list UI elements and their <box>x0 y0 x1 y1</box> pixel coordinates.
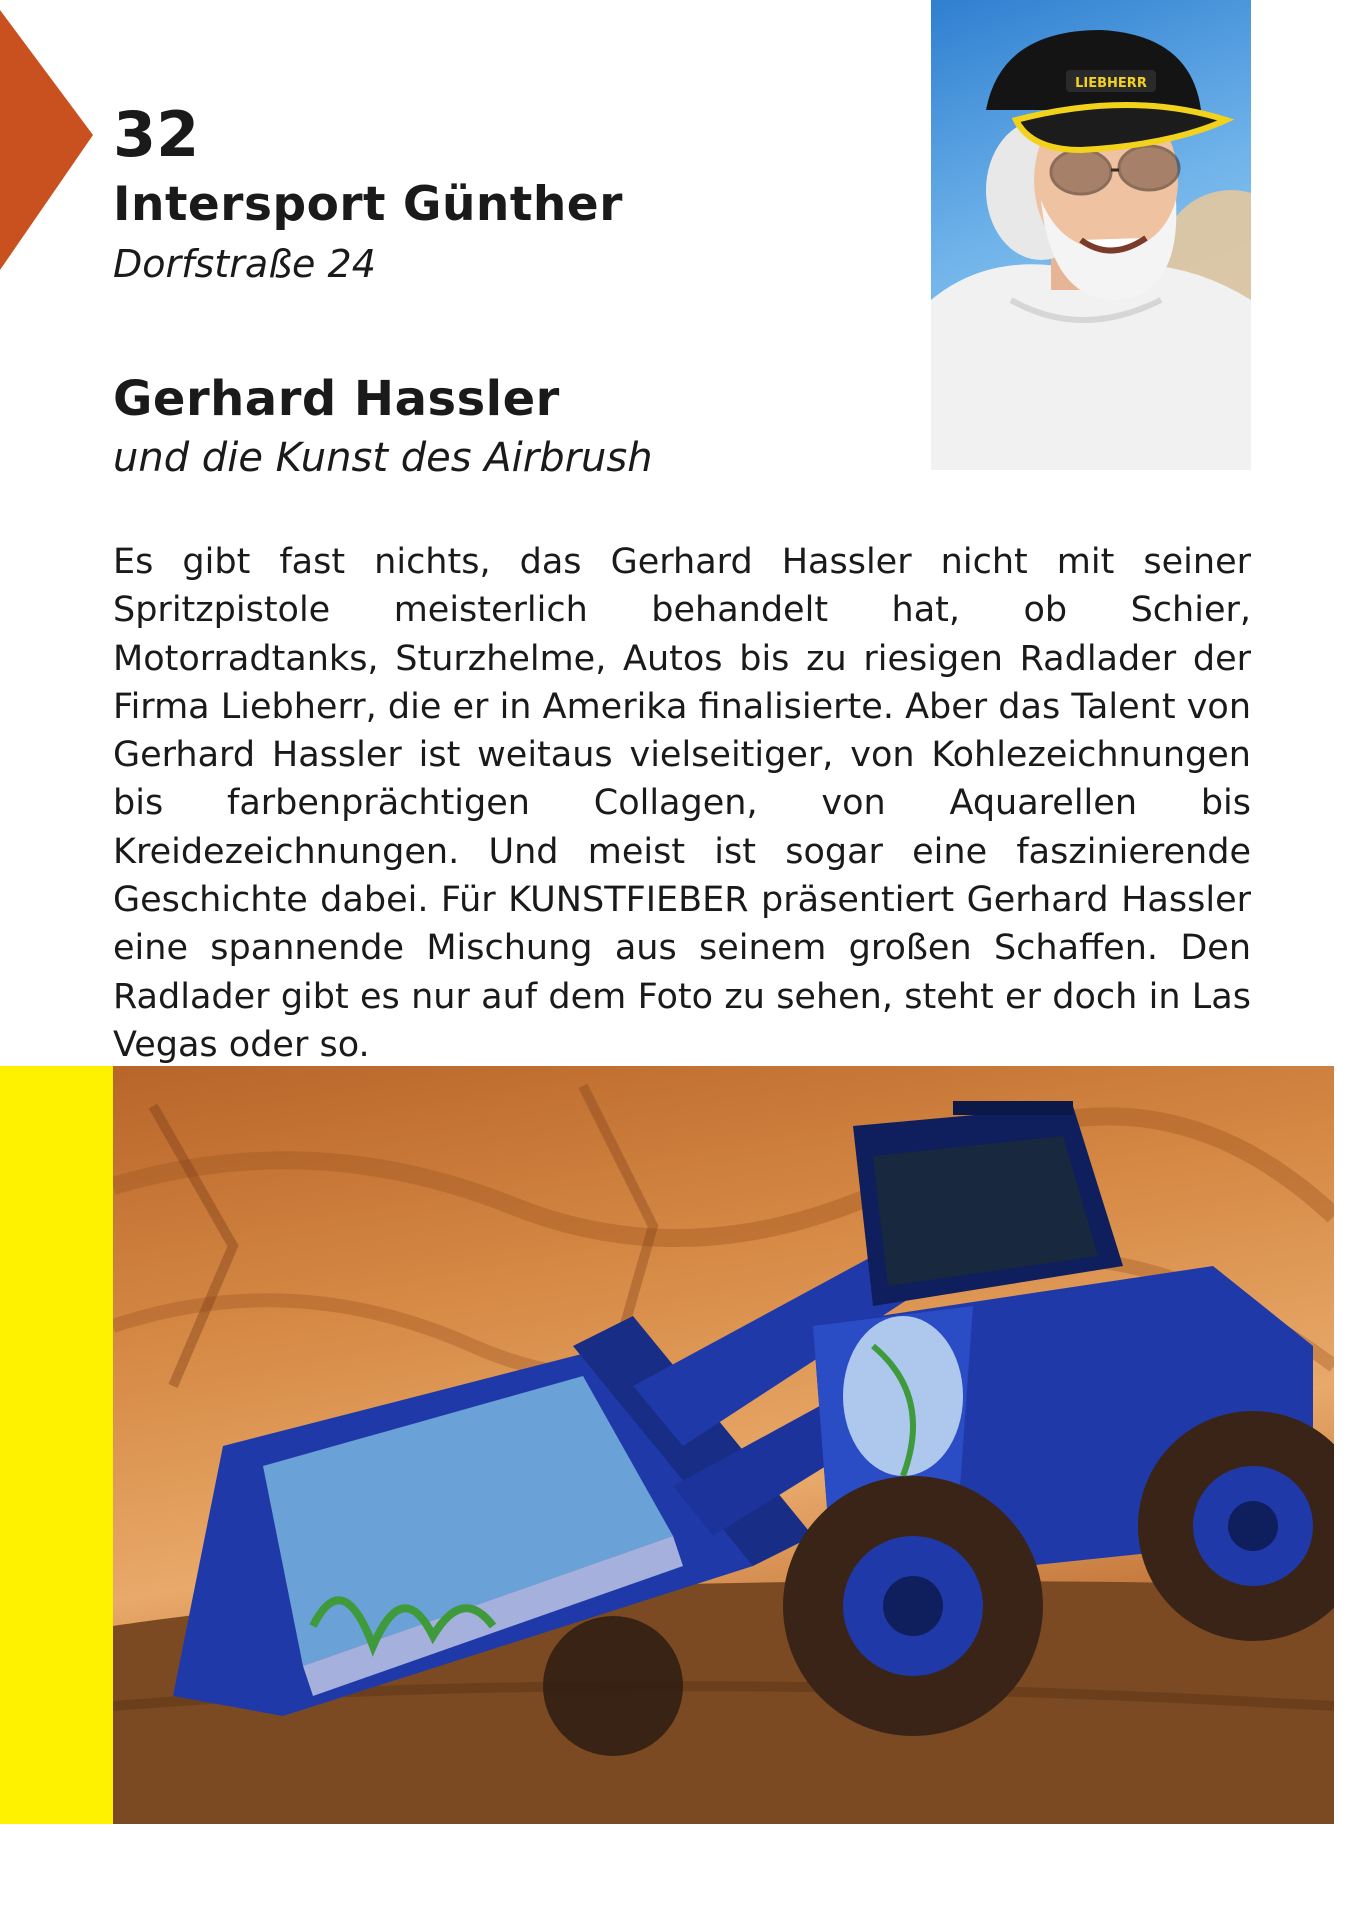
venue-address: Dorfstraße 24 <box>113 242 376 286</box>
article-body: Es gibt fast nichts, das Gerhard Hassler nicht mit seiner Spritzpistole meisterlich behandelt hat, ob Schier, Motorradtanks, Sturzhelme, Autos bis zu riesigen Radlader der Firma Liebherr, die er in Amerika finalisierte. Aber das Talent von Gerhard Hassler ist weitaus vielseitiger, von Kohlezeichnungen bis farbenprächtigen Collagen, von Aquarellen bis Kreidezeichnungen. Und meist ist sogar eine faszinierende Geschichte dabei. Für KUNSTFIEBER präsentiert Gerhard Hassler eine spannende Mischung aus seinem großen Schaffen. Den Radlader gibt es nur auf dem Foto zu sehen, steht er doch in Las Vegas oder so. <box>113 542 1251 1065</box>
wheel-loader-photo <box>113 1066 1334 1824</box>
page-marker-arrow <box>0 0 95 270</box>
artist-subtitle: und die Kunst des Airbrush <box>113 435 653 481</box>
artist-name: Gerhard Hassler <box>113 371 560 427</box>
accent-bar <box>0 1066 113 1824</box>
entry-number: 32 <box>113 98 200 171</box>
cap-logo-text: LIEBHERR <box>1075 76 1147 91</box>
venue-name: Intersport Günther <box>113 177 623 232</box>
artist-portrait-photo <box>931 0 1251 470</box>
